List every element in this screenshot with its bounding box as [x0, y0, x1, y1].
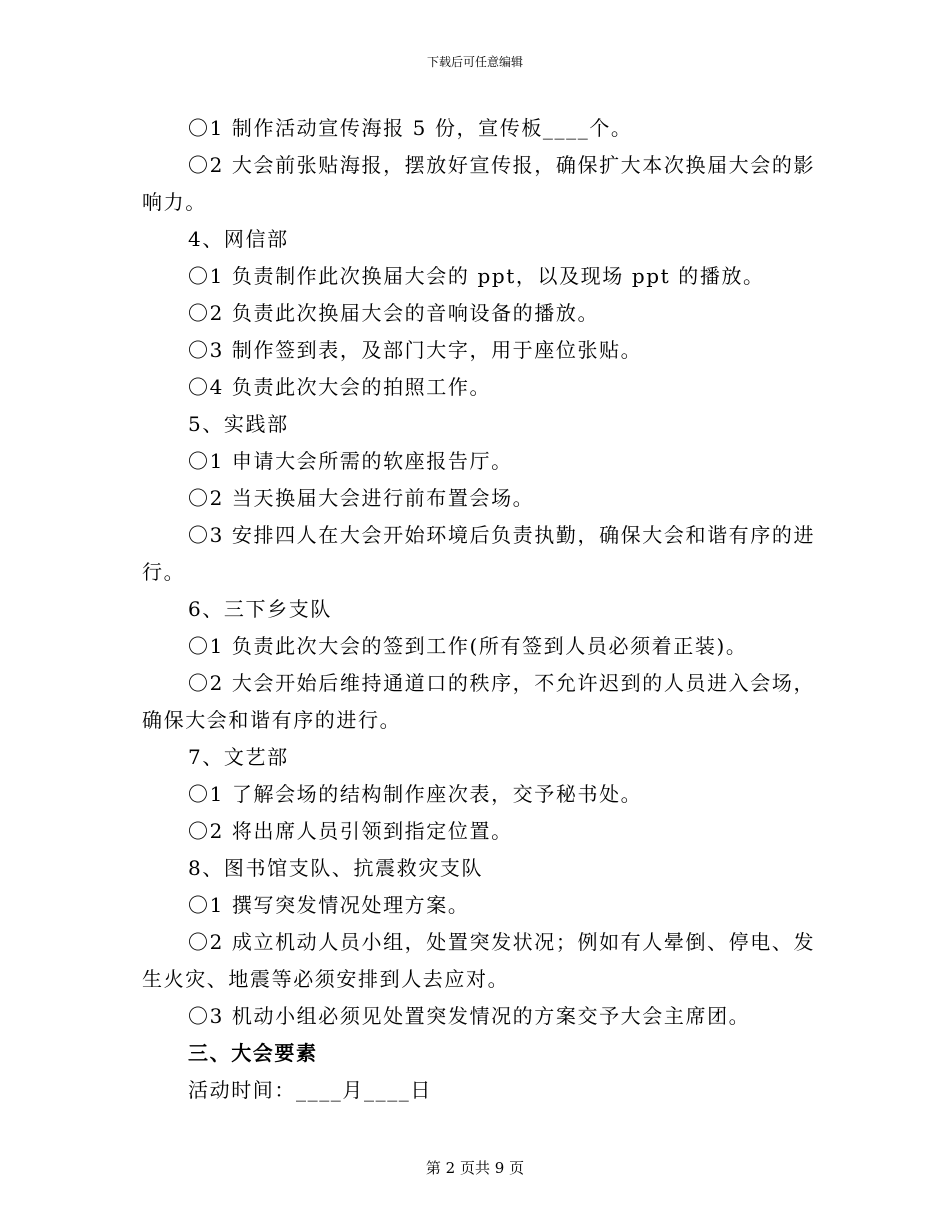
text-line: 〇2 负责此次换届大会的音响设备的播放。: [188, 301, 600, 325]
text-line: 〇4 负责此次大会的拍照工作。: [188, 375, 492, 399]
text-line: 〇2 大会前张贴海报，摆放好宣传报，确保扩大本次换届大会的影: [188, 153, 816, 177]
text-line: 〇1 制作活动宣传海报 5 份，宣传板____个。: [188, 116, 633, 140]
text-line: 〇3 机动小组必须见处置突发情况的方案交予大会主席团。: [188, 1004, 751, 1028]
text-line: 〇1 申请大会所需的软座报告厅。: [188, 449, 513, 473]
section-heading: 5、实践部: [188, 412, 289, 436]
text-line: 〇3 安排四人在大会开始环境后负责执勤，确保大会和谐有序的进: [188, 523, 816, 547]
text-line: 〇1 撰写突发情况处理方案。: [188, 893, 470, 917]
text-line: 〇2 大会开始后维持通道口的秩序，不允许迟到的人员进入会场，: [188, 671, 816, 695]
text-line: 活动时间：____月____日: [188, 1078, 432, 1102]
text-line: 响力。: [142, 190, 207, 214]
chapter-heading: 三、大会要素: [188, 1041, 318, 1065]
section-heading: 7、文艺部: [188, 745, 289, 769]
section-heading: 4、网信部: [188, 227, 289, 251]
text-line: 〇1 了解会场的结构制作座次表，交予秘书处。: [188, 782, 643, 806]
page-header: 下载后可任意编辑: [426, 55, 523, 69]
text-line: 〇2 当天换届大会进行前布置会场。: [188, 486, 535, 510]
page-footer: 第 2 页共 9 页: [425, 1159, 525, 1177]
text-line: 〇2 成立机动人员小组，处置突发状况；例如有人晕倒、停电、发: [188, 930, 816, 954]
text-line: 〇1 负责此次大会的签到工作(所有签到人员必须着正装)。: [188, 634, 748, 658]
text-line: 〇3 制作签到表，及部门大字，用于座位张贴。: [188, 338, 643, 362]
text-line: 〇1 负责制作此次换届大会的 ppt，以及现场 ppt 的播放。: [188, 264, 765, 288]
section-heading: 8、图书馆支队、抗震救灾支队: [188, 856, 484, 880]
text-line: 生火灾、地震等必须安排到人去应对。: [142, 967, 510, 991]
text-line: 行。: [142, 560, 186, 584]
text-line: 确保大会和谐有序的进行。: [142, 708, 402, 732]
document-body: [142, 110, 816, 1109]
section-heading: 6、三下乡支队: [188, 597, 332, 621]
text-line: 〇2 将出席人员引领到指定位置。: [188, 819, 513, 843]
